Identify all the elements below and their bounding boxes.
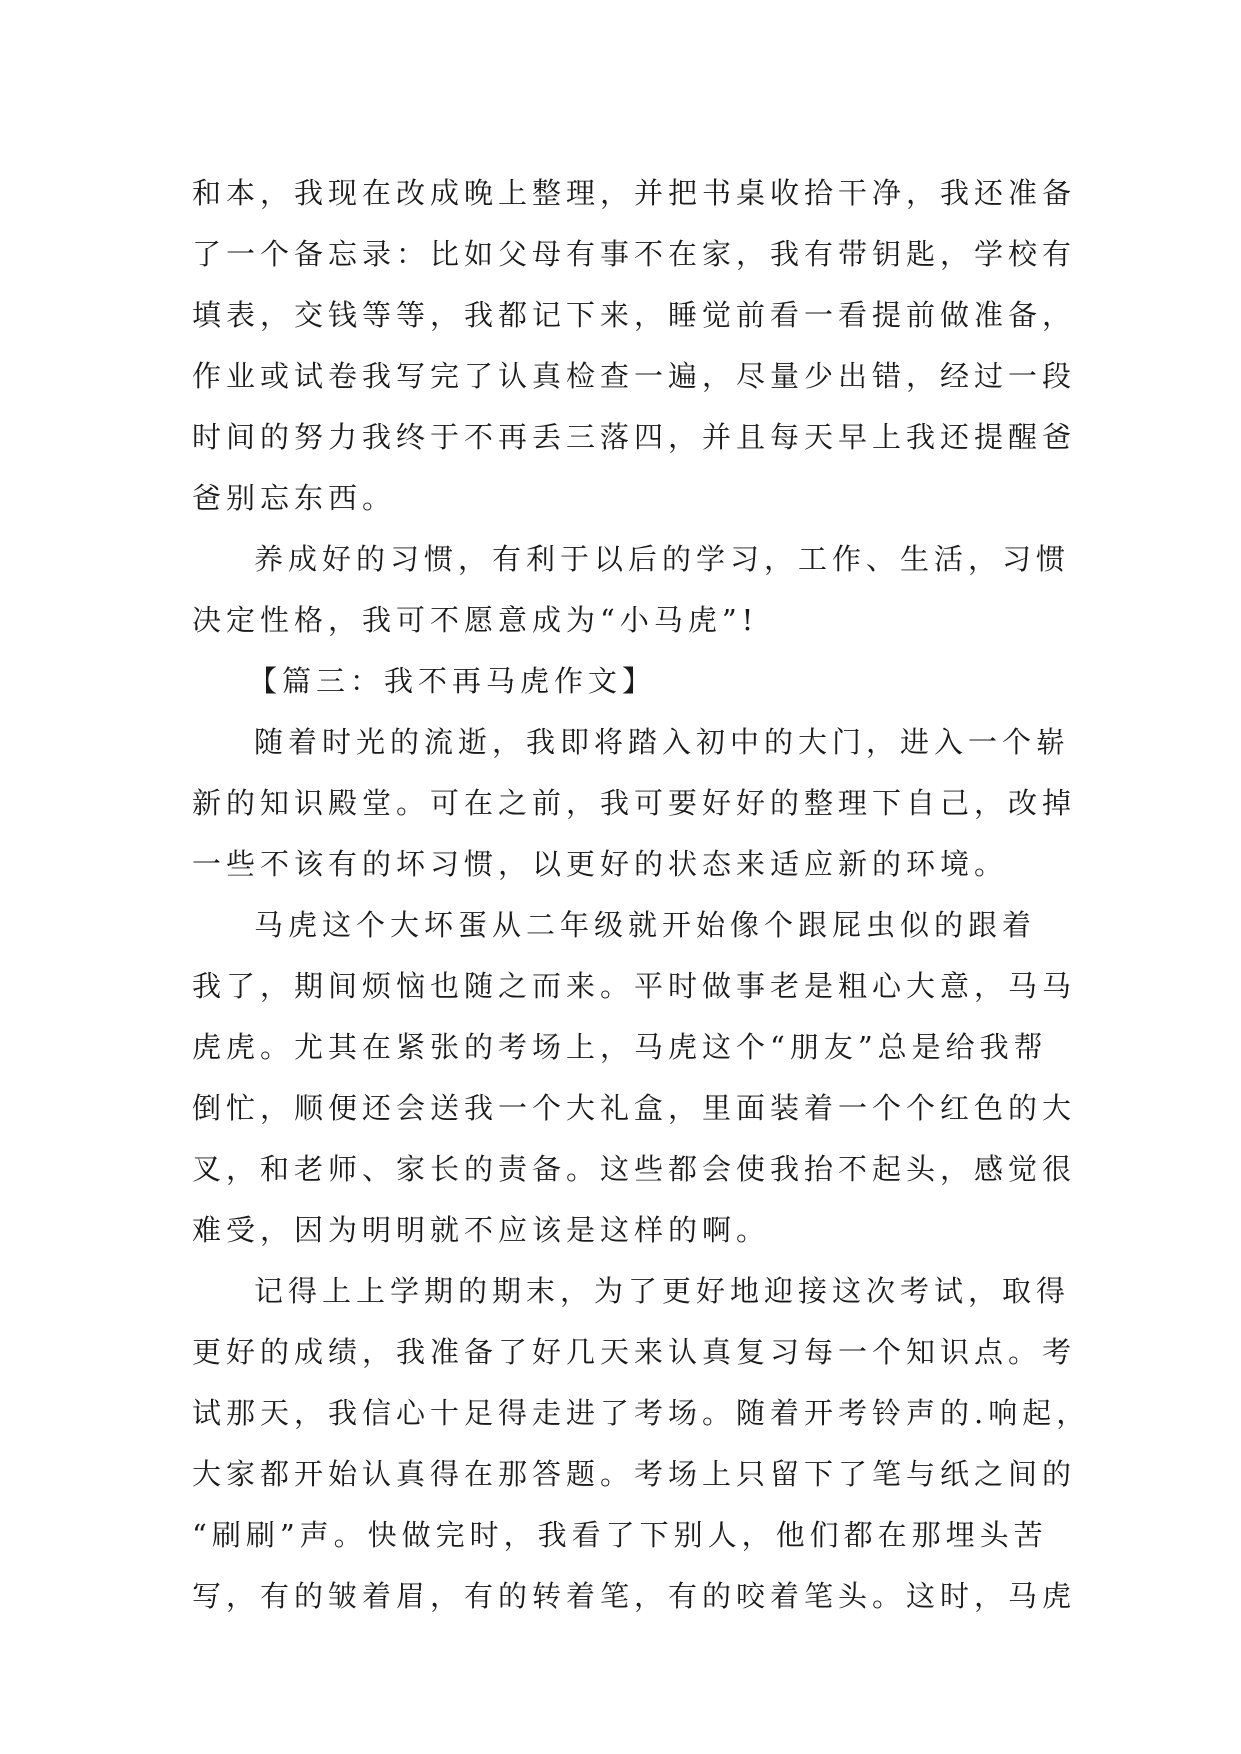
document-body	[192, 163, 1091, 1627]
text-line: “刷刷”声。快做完时，我看了下别人，他们都在那埋头苦	[192, 1518, 1048, 1552]
text-line: 和本，我现在改成晚上整理，并把书桌收拾干净，我还准备	[192, 176, 1077, 210]
text-line: 作业或试卷我写完了认真检查一遍，尽量少出错，经过一段	[192, 359, 1077, 393]
paragraph-start-line: 马虎这个大坏蛋从二年级就开始像个跟屁虫似的跟着	[254, 908, 1037, 942]
text-line: 大家都开始认真得在那答题。考场上只留下了笔与纸之间的	[192, 1457, 1077, 1491]
paragraph-start-line: 养成好的习惯，有利于以后的学习，工作、生活，习惯	[254, 542, 1071, 576]
paragraph-start-line: 随着时光的流逝，我即将踏入初中的大门，进入一个崭	[254, 725, 1071, 759]
text-line: 新的知识殿堂。可在之前，我可要好好的整理下自己，改掉	[192, 786, 1077, 820]
text-line: 了一个备忘录：比如父母有事不在家，我有带钥匙，学校有	[192, 237, 1077, 271]
paragraph-start-line: 记得上上学期的期末，为了更好地迎接这次考试，取得	[254, 1274, 1071, 1308]
text-line: 填表，交钱等等，我都记下来，睡觉前看一看提前做准备，	[192, 298, 1077, 332]
text-line: 难受，因为明明就不应该是这样的啊。	[192, 1213, 771, 1247]
text-line: 一些不该有的坏习惯，以更好的状态来适应新的环境。	[192, 847, 1009, 881]
text-line: 时间的努力我终于不再丢三落四，并且每天早上我还提醒爸	[192, 420, 1077, 454]
text-line: 更好的成绩，我准备了好几天来认真复习每一个知识点。考	[192, 1335, 1077, 1369]
text-line: 我了，期间烦恼也随之而来。平时做事老是粗心大意，马马	[192, 969, 1077, 1003]
text-line: 叉，和老师、家长的责备。这些都会使我抬不起头，感觉很	[192, 1152, 1077, 1186]
text-line: 虎虎。尤其在紧张的考场上，马虎这个“朋友”总是给我帮	[192, 1030, 1048, 1064]
section-heading: 【篇三：我不再马虎作文】	[248, 664, 657, 698]
text-line: 写，有的皱着眉，有的转着笔，有的咬着笔头。这时，马虎	[192, 1579, 1077, 1613]
text-line: 试那天，我信心十足得走进了考场。随着开考铃声的.响起，	[192, 1396, 1091, 1430]
text-line: 决定性格，我可不愿意成为“小马虎”!	[192, 603, 759, 637]
text-line: 倒忙，顺便还会送我一个大礼盒，里面装着一个个红色的大	[192, 1091, 1077, 1125]
text-line: 爸别忘东西。	[192, 481, 397, 515]
